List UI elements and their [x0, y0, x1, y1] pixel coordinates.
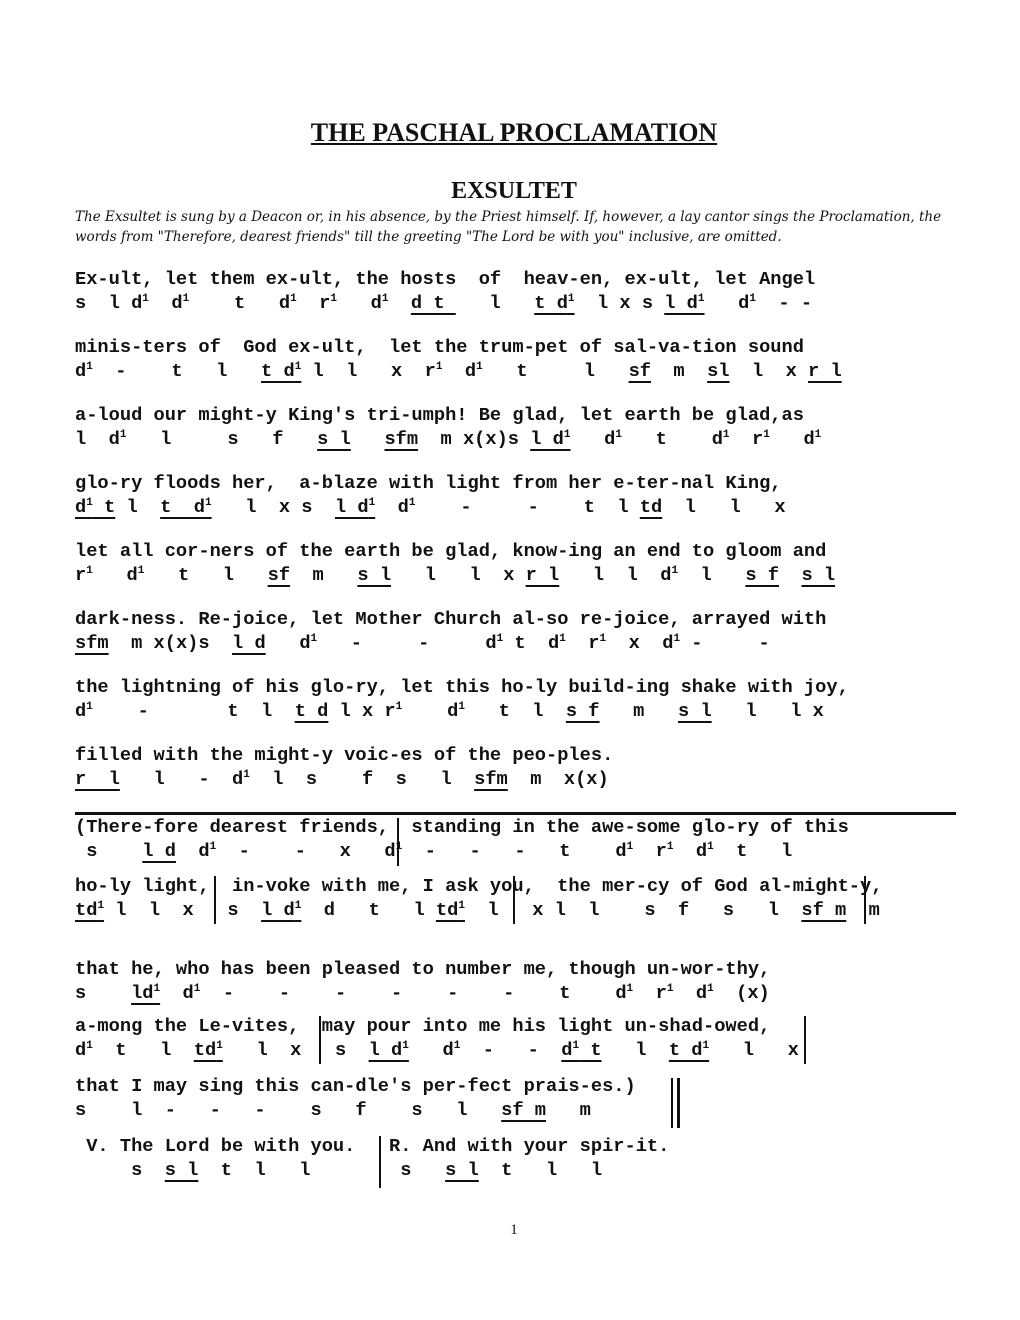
note-line: $td^1$ l l x s l $d^1$ d t l $td^1$ l x l l s f s l sf m m: [75, 899, 880, 921]
note-group: t $d^1$: [160, 496, 212, 518]
note-group: l $d^1$: [261, 899, 302, 921]
note-group: s l: [801, 564, 836, 586]
note-group: l d: [232, 632, 266, 654]
note-line: $r^1$ $d^1$ t l sf m s l l l x r l l l $d^1$ l s f s l: [75, 564, 836, 586]
lyric-line: dark-ness. Re-joice, let Mother Church al-so re-joice, arrayed with: [75, 608, 827, 630]
note-group: $td^1$: [193, 1039, 223, 1061]
note-group: s l: [445, 1159, 479, 1181]
note-group: sf m: [501, 1099, 547, 1121]
phrase-bar: [319, 1016, 321, 1064]
note-line: s l $d^1$ $d^1$ t $d^1$ $r^1$ $d^1$ d t l t $d^1$ l x s l $d^1$ $d^1$ - -: [75, 292, 813, 314]
note-group: $td^1$: [75, 899, 105, 921]
phrase-bar: [864, 876, 866, 924]
note-group: sfm: [384, 428, 419, 450]
rubric-instructions: The Exsultet is sung by a Deacon or, in his absence, by the Priest himself. If, however, a lay cantor sings the Proclamation, the words from "Therefore, dearest friends" till the greeting "The Lord be with you" inclusive, are omitted.: [75, 209, 942, 245]
note-group: s l: [678, 700, 712, 722]
note-group: sf m: [801, 899, 847, 921]
note-group: sl: [707, 360, 730, 382]
lyric-line: minis-ters of God ex-ult, let the trum-pet of sal-va-tion sound: [75, 336, 804, 358]
note-group: l $d^1$: [334, 496, 376, 518]
note-group: r l: [525, 564, 560, 586]
lyric-line: Ex-ult, let them ex-ult, the hosts of heav-en, ex-ult, let Angel: [75, 268, 816, 290]
lyric-line: a-loud our might-y King's tri-umph! Be glad, let earth be glad,as: [75, 404, 804, 426]
note-group: t d: [294, 700, 329, 722]
section-title: EXSULTET: [451, 178, 577, 204]
note-line: l $d^1$ l s f s l sfm m x(x)s l $d^1$ $d^1$ t $d^1$ $r^1$ $d^1$: [75, 428, 822, 450]
lyric-line: glo-ry floods her, a-blaze with light from her e-ter-nal King,: [75, 472, 782, 494]
page-title: THE PASCHAL PROCLAMATION: [310, 118, 718, 147]
phrase-bar: [513, 876, 515, 924]
note-group: s l: [164, 1159, 199, 1181]
note-group: s l: [357, 564, 392, 586]
lyric-line: filled with the might-y voic-es of the peo-ples.: [75, 744, 614, 766]
note-group: l $d^1$: [530, 428, 571, 450]
lyric-line: a-mong the Le-vites, may pour into me his light un-shad-owed,: [75, 1015, 771, 1037]
note-group: t $d^1$: [261, 360, 302, 382]
lyric-line: ho-ly light, in-voke with me, I ask you, the mer-cy of God al-might-y,: [75, 875, 883, 897]
lyric-line: (There-fore dearest friends, standing in the awe-some glo-ry of this: [75, 816, 849, 838]
note-group: td: [639, 496, 663, 518]
note-group: sfm: [474, 768, 508, 790]
note-group: d t: [410, 292, 456, 314]
note-group: l d: [142, 840, 176, 862]
final-double-bar: [671, 1078, 673, 1128]
note-group: sfm: [75, 632, 109, 654]
note-group: $td^1$: [435, 899, 465, 921]
page-number: 1: [510, 1222, 518, 1238]
note-line: s l - - - s f s l sf m m: [75, 1099, 591, 1121]
note-line: $d^1$ - t l t d l x $r^1$ $d^1$ t l s f m s l l l x: [75, 700, 824, 722]
note-line: $d^1$ t l $td^1$ l x s l $d^1$ $d^1$ - - $d^1$ t l t $d^1$ l x: [75, 1039, 799, 1061]
note-group: $d^1$ t: [75, 496, 116, 518]
note-group: t $d^1$: [668, 1039, 710, 1061]
final-double-bar: [677, 1078, 680, 1128]
lyric-line: let all cor-ners of the earth be glad, know-ing an end to gloom and: [75, 540, 827, 562]
note-group: s f: [565, 700, 600, 722]
lyric-line: that he, who has been pleased to number me, though un-wor-thy,: [75, 958, 771, 980]
note-group: t $d^1$: [534, 292, 575, 314]
note-line: $d^1$ t l t $d^1$ l x s l $d^1$ $d^1$ - - t l td l l x: [75, 496, 786, 518]
note-group: s l: [317, 428, 351, 450]
note-group: $ld^1$: [131, 982, 161, 1004]
note-group: $d^1$ t: [561, 1039, 602, 1061]
note-group: s f: [745, 564, 779, 586]
note-group: l $d^1$: [664, 292, 705, 314]
phrase-bar: [397, 818, 399, 866]
phrase-bar: [804, 1016, 806, 1064]
lyric-line: the lightning of his glo-ry, let this ho-ly build-ing shake with joy,: [75, 676, 849, 698]
section-divider: [75, 812, 956, 815]
note-group: r l: [75, 768, 120, 790]
phrase-bar: [214, 876, 216, 924]
note-line: r l l - $d^1$ l s f s l sfm m x(x): [75, 768, 609, 790]
note-line: s l d $d^1$ - - x $d^1$ - - - t $d^1$ $r^1$ $d^1$ t l: [75, 840, 793, 862]
phrase-bar: [379, 1136, 381, 1188]
note-line: s $ld^1$ $d^1$ - - - - - - t $d^1$ $r^1$ $d^1$ (x): [75, 982, 770, 1004]
note-group: r l: [808, 360, 842, 382]
note-line: s s l t l l s s l t l l: [75, 1159, 603, 1181]
note-group: sf: [267, 564, 291, 586]
note-line: $d^1$ - t l t $d^1$ l l x $r^1$ $d^1$ t l sf m sl l x r l: [75, 360, 842, 382]
note-group: l $d^1$: [368, 1039, 409, 1061]
note-group: sf: [628, 360, 651, 382]
note-line: sfm m x(x)s l d $d^1$ - - $d^1$ t $d^1$ $r^1$ x $d^1$ - -: [75, 632, 770, 654]
lyric-line: V. The Lord be with you. R. And with your spir-it.: [75, 1135, 670, 1157]
lyric-line: that I may sing this can-dle's per-fect prais-es.): [75, 1075, 636, 1097]
